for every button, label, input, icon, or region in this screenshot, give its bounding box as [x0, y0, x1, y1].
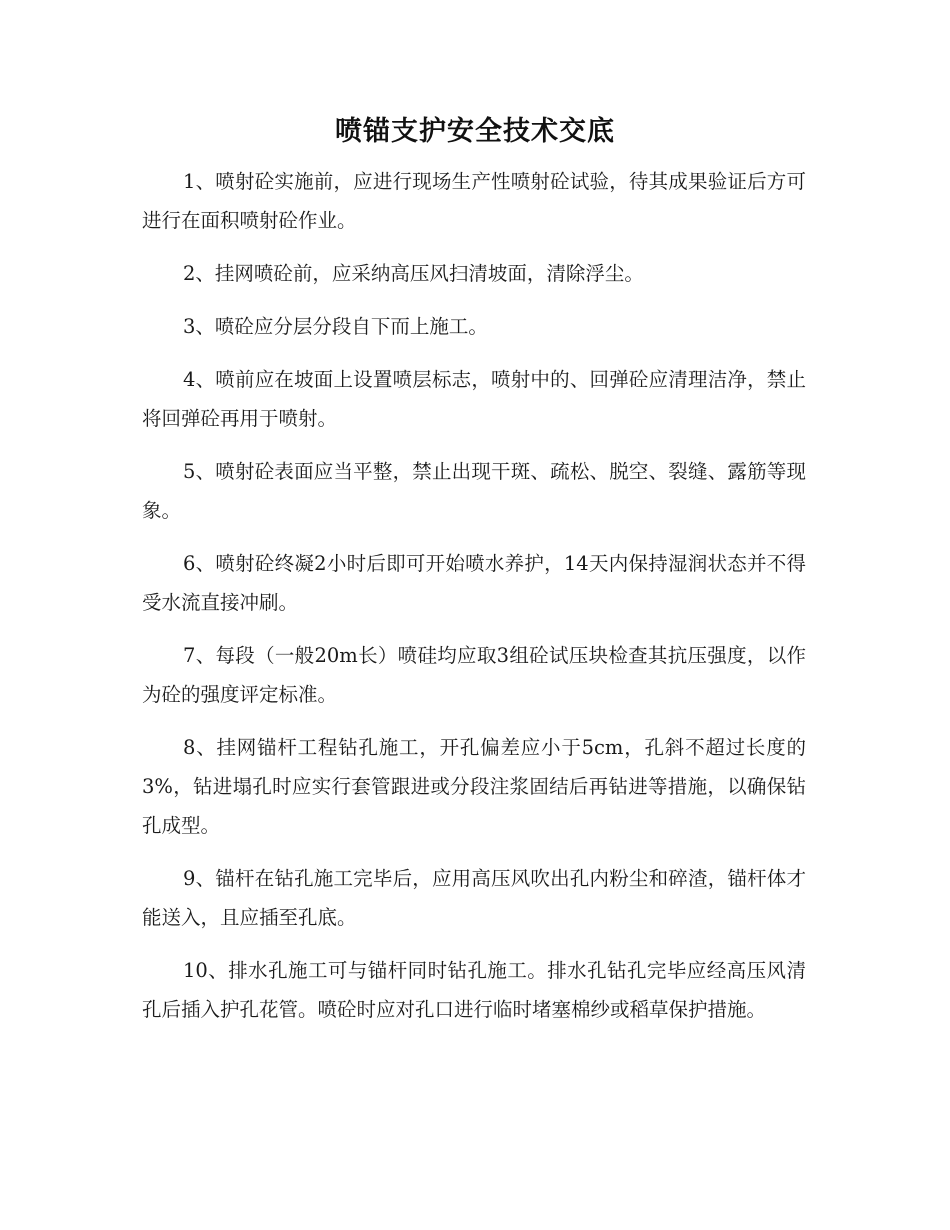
- paragraph-1: 1、喷射砼实施前，应进行现场生产性喷射砼试验，待其成果验证后方可进行在面积喷射砼作业。: [142, 170, 806, 232]
- paragraph-7: 7、每段（一般20m长）喷硅均应取3组砼试压块检查其抗压强度，以作为砼的强度评定标准。: [142, 644, 806, 706]
- paragraph-9: 9、锚杆在钻孔施工完毕后，应用高压风吹出孔内粉尘和碎渣，锚杆体才能送入，且应插至孔底。: [142, 867, 806, 929]
- paragraph-5: 5、喷射砼表面应当平整，禁止出现干斑、疏松、脱空、裂缝、露筋等现象。: [142, 460, 806, 522]
- document-body: [142, 162, 806, 1043]
- paragraph-10: 10、排水孔施工可与锚杆同时钻孔施工。排水孔钻孔完毕应经高压风清孔后插入护孔花管。喷砼时应对孔口进行临时堵塞棉纱或稻草保护措施。: [142, 959, 806, 1021]
- paragraph-3: 3、喷砼应分层分段自下而上施工。: [183, 315, 488, 338]
- paragraph-2: 2、挂网喷砼前，应采纳高压风扫清坡面，清除浮尘。: [183, 262, 644, 285]
- paragraph-6: 6、喷射砼终凝2小时后即可开始喷水养护，14天内保持湿润状态并不得受水流直接冲刷。: [142, 552, 806, 614]
- paragraph-4: 4、喷前应在坡面上设置喷层标志，喷射中的、回弹砼应清理洁净，禁止将回弹砼再用于喷射。: [142, 368, 806, 430]
- paragraph-8: 8、挂网锚杆工程钻孔施工，开孔偏差应小于5cm，孔斜不超过长度的3%，钻进塌孔时应实行套管跟进或分段注浆固结后再钻进等措施，以确保钻孔成型。: [142, 736, 806, 837]
- document-title: 喷锚支护安全技术交底: [335, 116, 615, 147]
